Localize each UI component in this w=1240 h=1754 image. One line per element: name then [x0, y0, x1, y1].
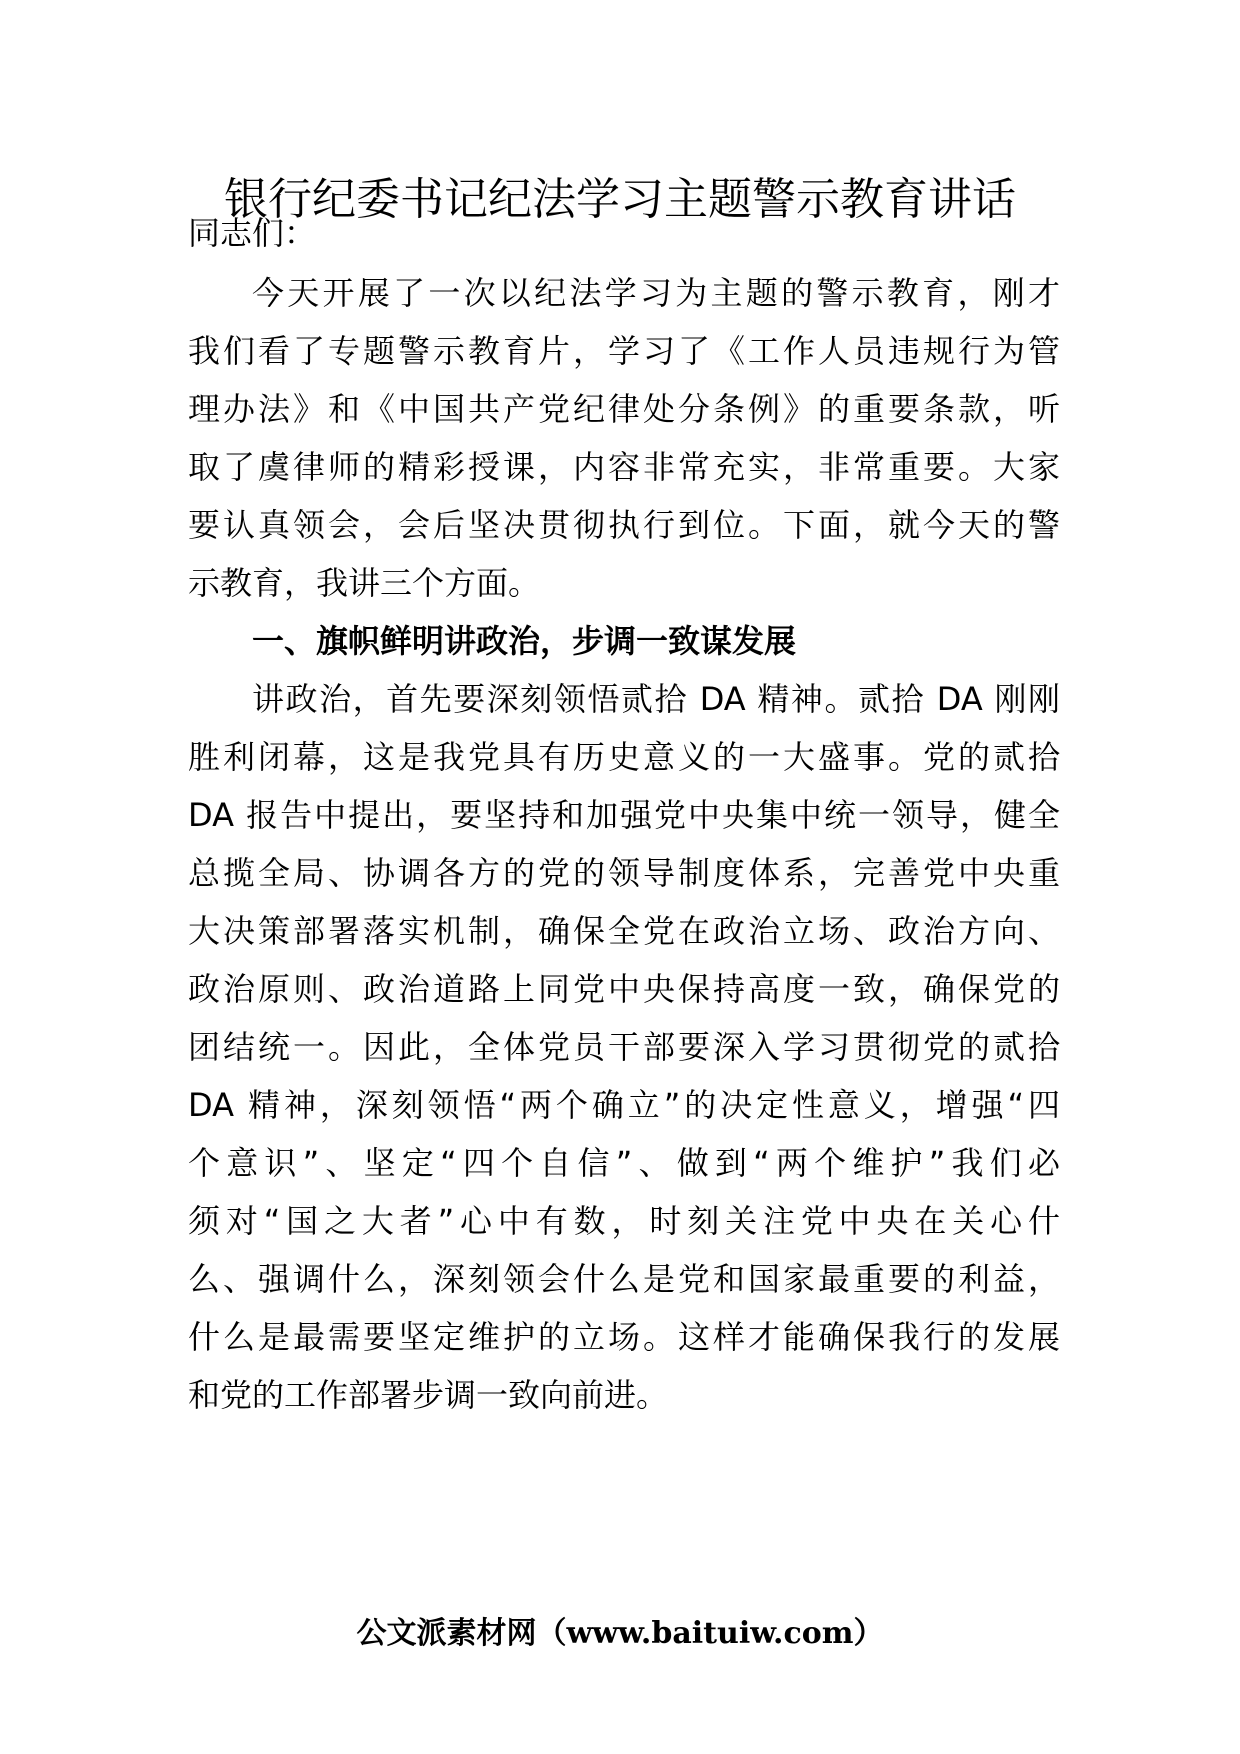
paragraph-line: 个意识”、坚定“四个自信”、做到“两个维护”我们必: [188, 1144, 1060, 1182]
paragraph-line: 总揽全局、协调各方的党的领导制度体系，完善党中央重: [188, 854, 1060, 892]
paragraph-line: 团结统一。因此，全体党员干部要深入学习贯彻党的贰拾: [188, 1028, 1060, 1066]
paragraph-line: 么、强调什么，深刻领会什么是党和国家最重要的利益，: [188, 1260, 1060, 1298]
paragraph-line: 什么是最需要坚定维护的立场。这样才能确保我行的发展: [188, 1318, 1060, 1356]
paragraph-line: 示教育，我讲三个方面。: [188, 564, 541, 602]
paragraph-line: 和党的工作部署步调一致向前进。: [188, 1376, 669, 1414]
document-title: 银行纪委书记纪法学习主题警示教育讲话: [224, 174, 1016, 225]
paragraph-line: 取了虞律师的精彩授课，内容非常充实，非常重要。大家: [188, 448, 1060, 486]
paragraph-line: 我们看了专题警示教育片，学习了《工作人员违规行为管: [188, 332, 1060, 370]
paragraph-line: 政治原则、政治道路上同党中央保持高度一致，确保党的: [188, 970, 1060, 1008]
paragraph-line: 大决策部署落实机制，确保全党在政治立场、政治方向、: [188, 912, 1060, 950]
paragraph-line: 讲政治，首先要深刻领悟贰拾 DA 精神。贰拾 DA 刚刚: [252, 680, 1060, 718]
section-heading-1: 一、旗帜鲜明讲政治，步调一致谋发展: [252, 622, 797, 660]
salutation: 同志们：: [188, 214, 317, 252]
paragraph-line: 要认真领会，会后坚决贯彻执行到位。下面，就今天的警: [188, 506, 1060, 544]
paragraph-line: DA 报告中提出，要坚持和加强党中央集中统一领导，健全: [188, 796, 1060, 834]
paragraph-line: 须对“国之大者”心中有数，时刻关注党中央在关心什: [188, 1202, 1060, 1240]
paragraph-line: DA 精神，深刻领悟“两个确立”的决定性意义，增强“四: [188, 1086, 1060, 1124]
paragraph-line: 今天开展了一次以纪法学习为主题的警示教育，刚才: [252, 274, 1060, 312]
paragraph-line: 理办法》和《中国共产党纪律处分条例》的重要条款，听: [188, 390, 1060, 428]
page-footer-watermark: 公文派素材网（www.baituiw.com）: [356, 1616, 884, 1651]
paragraph-line: 胜利闭幕，这是我党具有历史意义的一大盛事。党的贰拾: [188, 738, 1060, 776]
